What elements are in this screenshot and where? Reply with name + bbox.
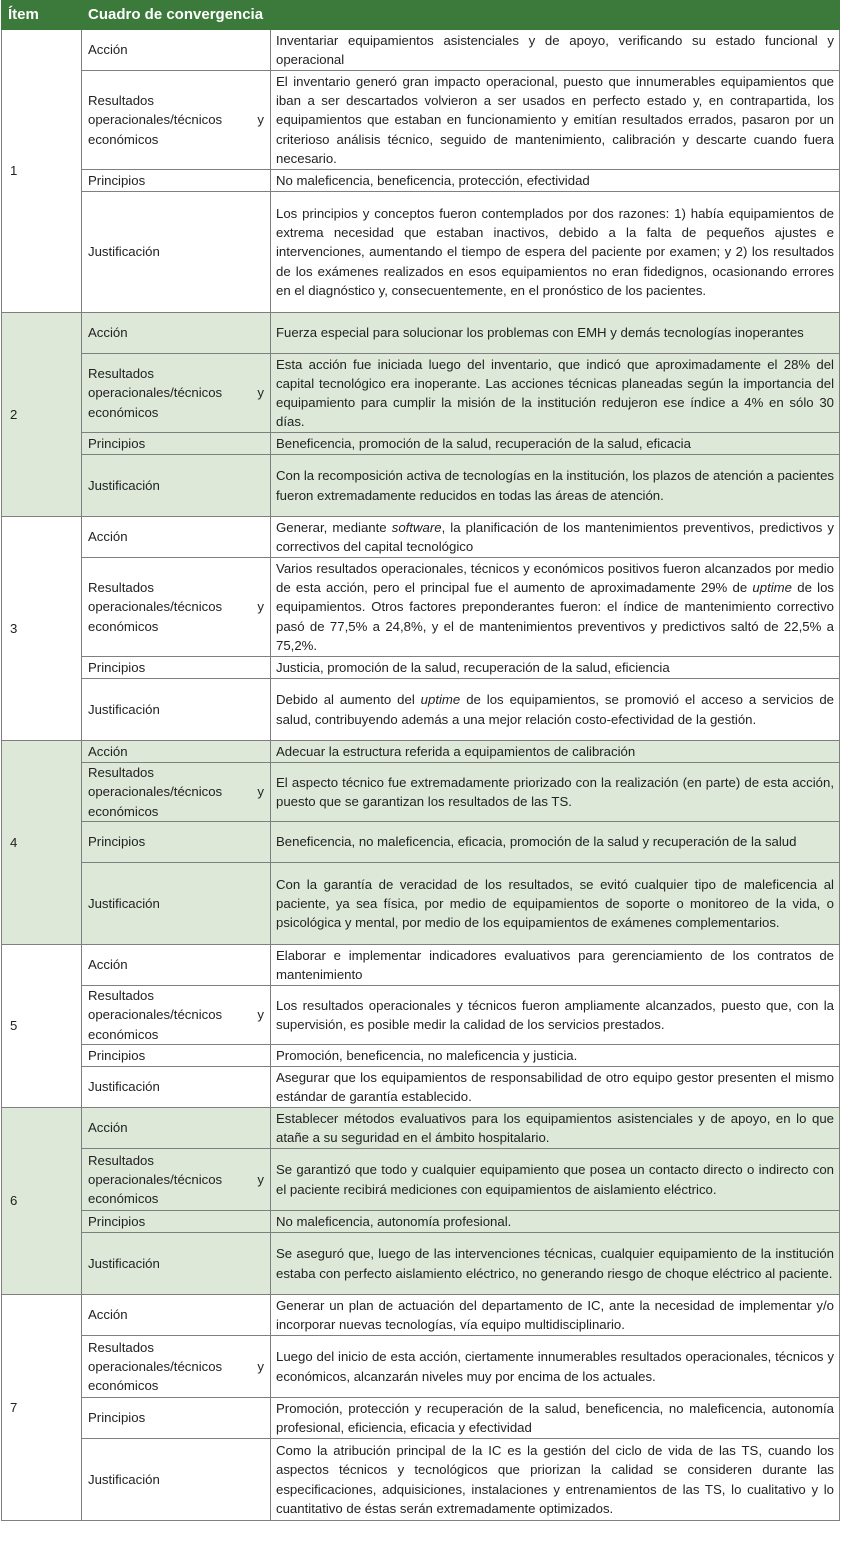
table-row [2, 822, 840, 863]
row-label-justificacion: Justificación [82, 863, 271, 945]
justificacion-text [271, 679, 840, 741]
convergence-table [1, 0, 840, 1521]
row-label-resultados-text: Resultados operacionales/técnicos y económicos [88, 580, 264, 634]
item-number: 7 [2, 1295, 82, 1521]
row-label-resultados [82, 71, 271, 170]
row-label-accion: Acción [82, 945, 271, 986]
item-group-3 [2, 517, 840, 741]
table-row [2, 945, 840, 986]
resultados-text: El aspecto técnico fue extremadamente priorizado con la realización (en parte) de esta acción, puesto que se garantizan los resultados de las TS. [271, 763, 840, 822]
item-group-6 [2, 1108, 840, 1295]
table-row [2, 313, 840, 354]
row-label-principios: Principios [82, 170, 271, 192]
accion-text: Adecuar la estructura referida a equipamientos de calibración [271, 741, 840, 763]
item-group-5 [2, 945, 840, 1108]
resultados-text-post: de los equipamientos. Otros factores preponderantes fueron: el índice de mantenimiento correctivo pasó de 77,5% a 24,8%, y el de mantenimientos preventivos y predictivos saltó de 22,5% a 75,2%. [276, 580, 834, 653]
resultados-text-em: uptime [752, 580, 792, 596]
resultados-text [271, 558, 840, 657]
table-row [2, 1045, 840, 1067]
row-label-resultados [82, 986, 271, 1045]
table-row [2, 1149, 840, 1211]
justificacion-text: Con la garantía de veracidad de los resultados, se evitó cualquier tipo de maleficencia al paciente, ya sea física, por medio de equipamientos de soporte o monitoreo de la vida, o psicológica y mental, por medio de los equipamientos de exámenes complementarios. [271, 863, 840, 945]
accion-text-post: , la planificación de los mantenimientos preventivos, predictivos y correctivos del capital tecnológico [276, 519, 834, 554]
table-row [2, 679, 840, 741]
resultados-text: Luego del inicio de esta acción, ciertamente innumerables resultados operacionales, técnicos y económicos, alcanzarán niveles muy por encima de los actuales. [271, 1336, 840, 1398]
table-row [2, 517, 840, 558]
resultados-text-pre: Varios resultados operacionales, técnicos y económicos positivos fueron alcanzados por medio de esta acción, pero el principal fue el aumento de aproximadamente 29% de [276, 560, 834, 596]
table-row [2, 71, 840, 170]
justificacion-text: Se aseguró que, luego de las intervenciones técnicas, cualquier equipamiento de la institución estaba con perfecto aislamiento eléctrico, no generando riesgo de choque eléctrico al paciente. [271, 1233, 840, 1295]
table-row [2, 170, 840, 192]
resultados-text: Los resultados operacionales y técnicos fueron ampliamente alcanzados, puesto que, con la supervisión, es posible medir la calidad de los servicios prestados. [271, 986, 840, 1045]
row-label-resultados-text: Resultados operacionales/técnicos y económicos [88, 93, 264, 147]
principios-text: Beneficencia, promoción de la salud, recuperación de la salud, eficacia [271, 433, 840, 455]
item-number: 5 [2, 945, 82, 1108]
principios-text: No maleficencia, autonomía profesional. [271, 1211, 840, 1233]
accion-text: Elaborar e implementar indicadores evaluativos para gerenciamiento de los contratos de mantenimiento [271, 945, 840, 986]
row-label-accion: Acción [82, 30, 271, 71]
table-row [2, 192, 840, 313]
row-label-accion: Acción [82, 741, 271, 763]
justificacion-text-pre: Debido al aumento del [276, 692, 421, 708]
row-label-accion: Acción [82, 1108, 271, 1149]
principios-text: No maleficencia, beneficencia, protección, efectividad [271, 170, 840, 192]
row-label-resultados-text: Resultados operacionales/técnicos y económicos [88, 366, 264, 420]
item-group-7 [2, 1295, 840, 1521]
item-group-4 [2, 741, 840, 945]
justificacion-text: Con la recomposición activa de tecnologías en la institución, los plazos de atención a pacientes fueron extremadamente reducidos en todas las áreas de atención. [271, 455, 840, 517]
row-label-resultados [82, 354, 271, 433]
row-label-resultados [82, 763, 271, 822]
table-row [2, 1439, 840, 1521]
row-label-resultados-text: Resultados operacionales/técnicos y económicos [88, 1339, 264, 1394]
row-label-resultados [82, 1149, 271, 1211]
table-row [2, 1336, 840, 1398]
principios-text: Promoción, protección y recuperación de la salud, beneficencia, no maleficencia, autonomía profesional, eficiencia, eficacia y efectividad [271, 1398, 840, 1439]
accion-text: Establecer métodos evaluativos para los equipamientos asistenciales y de apoyo, en lo que atañe a su seguridad en el ámbito hospitalario. [271, 1108, 840, 1149]
table-row [2, 986, 840, 1045]
table-row [2, 741, 840, 763]
item-number: 3 [2, 517, 82, 741]
row-label-principios: Principios [82, 822, 271, 863]
accion-text [271, 517, 840, 558]
row-label-resultados-text: Resultados operacionales/técnicos y económicos [88, 765, 264, 819]
principios-text: Promoción, beneficencia, no maleficencia y justicia. [271, 1045, 840, 1067]
justificacion-text-em: uptime [420, 692, 461, 708]
header-item: Ítem [2, 1, 82, 30]
table-row [2, 763, 840, 822]
justificacion-text: Asegurar que los equipamientos de responsabilidad de otro equipo gestor presenten el mismo estándar de garantía establecido. [271, 1067, 840, 1108]
row-label-principios: Principios [82, 1045, 271, 1067]
row-label-justificacion: Justificación [82, 679, 271, 741]
table-row [2, 1108, 840, 1149]
accion-text: Fuerza especial para solucionar los problemas con EMH y demás tecnologías inoperantes [271, 313, 840, 354]
table-row [2, 1211, 840, 1233]
header-row [2, 1, 840, 30]
row-label-accion: Acción [82, 517, 271, 558]
table-row [2, 558, 840, 657]
table-row [2, 455, 840, 517]
row-label-principios: Principios [82, 1211, 271, 1233]
item-number: 4 [2, 741, 82, 945]
justificacion-text-post: de los equipamientos, se promovió el acceso a servicios de salud, contribuyendo además a una mejor relación costo-efectividad de la gestión. [276, 692, 834, 727]
accion-text-pre: Generar, mediante [276, 519, 392, 535]
table-row [2, 1398, 840, 1439]
row-label-resultados-text: Resultados operacionales/técnicos y económicos [88, 988, 264, 1042]
accion-text-em: software [391, 519, 442, 535]
item-group-2 [2, 313, 840, 517]
justificacion-text: Como la atribución principal de la IC es la gestión del ciclo de vida de las TS, cuando los aspectos técnicos y tecnológicos que priorizan la calidad se consideren durante las especificaciones, adquisiciones, instalaciones y entrenamientos de las TS, lo cualitativo y lo cuantitativo de éstas serán extremadamente optimizados. [271, 1439, 840, 1521]
row-label-principios: Principios [82, 433, 271, 455]
table-row [2, 657, 840, 679]
item-number: 1 [2, 30, 82, 313]
table-row [2, 863, 840, 945]
row-label-resultados [82, 1336, 271, 1398]
table-row [2, 1233, 840, 1295]
row-label-principios: Principios [82, 657, 271, 679]
resultados-text: Esta acción fue iniciada luego del inventario, que indicó que aproximadamente el 28% del capital tecnológico era inoperante. Las acciones técnicas planeadas según la importancia del equipamiento para cumplir la misión de la institución redujeron ese índice a 4% en sólo 30 días. [271, 354, 840, 433]
header-title: Cuadro de convergencia [82, 1, 840, 30]
resultados-text: El inventario generó gran impacto operacional, puesto que innumerables equipamientos que iban a ser descartados volvieron a ser usados en perfecto estado y, en contrapartida, los equipamientos que estaban en funcionamiento y emitían resultados errados, pasaron por un criterioso análisis técnico, seguido de mantenimiento, calibración y descarte cuando fuera necesario. [271, 71, 840, 170]
row-label-justificacion: Justificación [82, 1067, 271, 1108]
row-label-justificacion: Justificación [82, 192, 271, 313]
table-row [2, 30, 840, 71]
row-label-resultados-text: Resultados operacionales/técnicos y económicos [88, 1152, 264, 1207]
accion-text: Inventariar equipamientos asistenciales y de apoyo, verificando su estado funcional y operacional [271, 30, 840, 71]
table-row [2, 1295, 840, 1336]
item-group-1 [2, 30, 840, 313]
justificacion-text: Los principios y conceptos fueron contemplados por dos razones: 1) había equipamientos de extrema necesidad que estaban inactivos, debido a la falta de pequeños ajustes e intervenciones, aumentando el tiempo de espera del paciente por examen; y 2) los resultados de los exámenes realizados en esos equipamientos no eran fidedignos, ocasionando errores en el diagnóstico y, consecuentemente, en el pronóstico de los pacientes. [271, 192, 840, 313]
row-label-resultados [82, 558, 271, 657]
row-label-justificacion: Justificación [82, 1233, 271, 1295]
accion-text: Generar un plan de actuación del departamento de IC, ante la necesidad de implementar y/o incorporar nuevas tecnologías, vía equipo multidisciplinario. [271, 1295, 840, 1336]
resultados-text: Se garantizó que todo y cualquier equipamiento que posea un contacto directo o indirecto con el paciente recibirá mediciones con equipamientos de aislamiento eléctrico. [271, 1149, 840, 1211]
principios-text: Justicia, promoción de la salud, recuperación de la salud, eficiencia [271, 657, 840, 679]
row-label-justificacion: Justificación [82, 455, 271, 517]
item-number: 2 [2, 313, 82, 517]
row-label-accion: Acción [82, 1295, 271, 1336]
table-row [2, 1067, 840, 1108]
table-row [2, 433, 840, 455]
row-label-principios: Principios [82, 1398, 271, 1439]
principios-text: Beneficencia, no maleficencia, eficacia, promoción de la salud y recuperación de la salud [271, 822, 840, 863]
row-label-justificacion: Justificación [82, 1439, 271, 1521]
item-number: 6 [2, 1108, 82, 1295]
row-label-accion: Acción [82, 313, 271, 354]
table-row [2, 354, 840, 433]
